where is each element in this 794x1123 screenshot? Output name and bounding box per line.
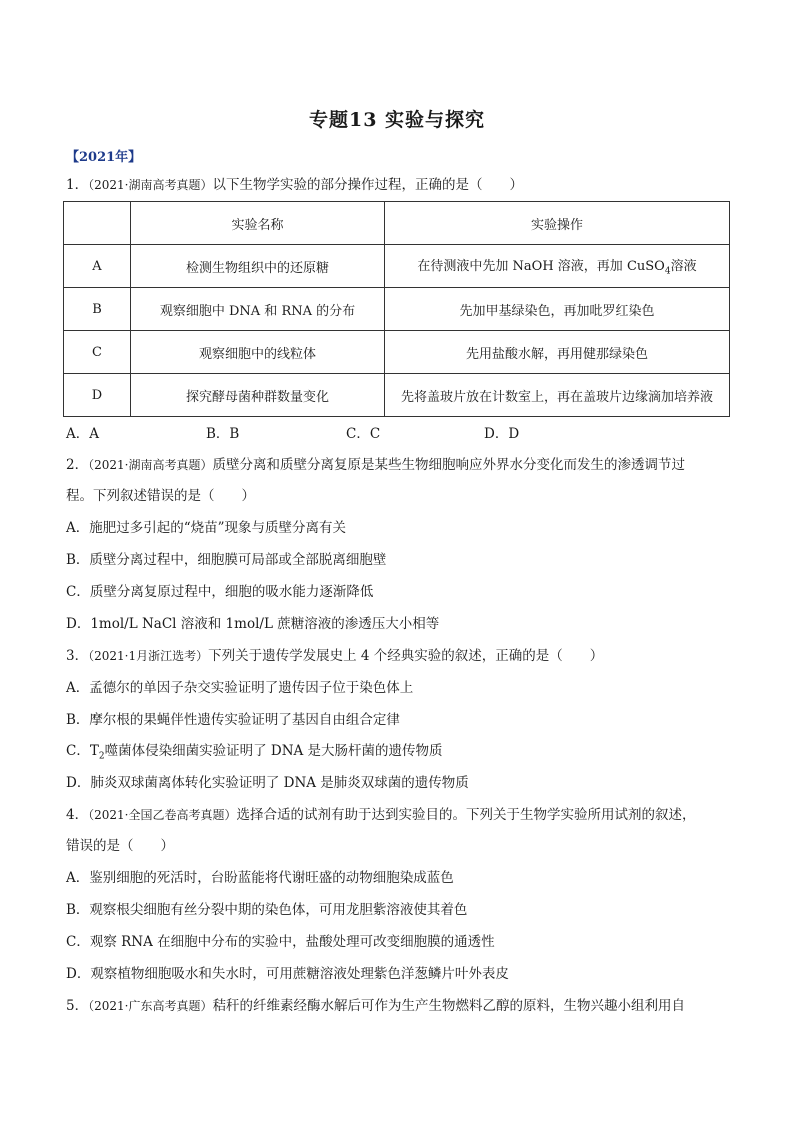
table-row (64, 288, 730, 331)
option-d[interactable]: D．观察植物细胞吸水和失水时，可用蔗糖溶液处理紫色洋葱鳞片叶外表皮 (66, 966, 509, 982)
question-number: 1． (66, 177, 89, 193)
question-text: 以下生物学实验的部分操作过程，正确的是（ ） (212, 177, 523, 193)
row-label: A (64, 245, 131, 288)
question-number: 5． (66, 998, 89, 1014)
question-1-options (66, 422, 519, 442)
question-source: （2021·湖南高考真题） (88, 178, 213, 192)
option-d[interactable]: D．肺炎双球菌离体转化实验证明了 DNA 是肺炎双球菌的遗传物质 (66, 775, 469, 791)
option-a[interactable]: A．孟德尔的单因子杂交实验证明了遗传因子位于染色体上 (66, 680, 414, 696)
experiment-operation: 先将盖玻片放在计数室上，再在盖玻片边缘滴加培养液 (385, 374, 730, 417)
subscript: 4 (664, 266, 671, 277)
option-d[interactable]: D．1mol/L NaCl 溶液和 1mol/L 蔗糖溶液的渗透压大小相等 (66, 616, 440, 632)
question-2-stem (66, 455, 730, 475)
question-source: （2021·1月浙江选考） (88, 649, 209, 663)
question-4-stem (66, 805, 730, 825)
experiment-name: 观察细胞中 DNA 和 RNA 的分布 (131, 288, 385, 331)
question-number: 3． (66, 648, 89, 664)
option-a[interactable]: A．A (66, 426, 99, 442)
row-label: B (64, 288, 131, 331)
question-text: 秸秆的纤维素经酶水解后可作为生产生物燃料乙醇的原料，生物兴趣小组利用自 (212, 998, 685, 1014)
option-c[interactable]: C．观察 RNA 在细胞中分布的实验中，盐酸处理可改变细胞膜的通透性 (66, 934, 495, 950)
row-label: C (64, 331, 131, 374)
option-b[interactable]: B．摩尔根的果蝇伴性遗传实验证明了基因自由组合定律 (66, 712, 400, 728)
option-c-text: C．T (66, 743, 99, 759)
question-number: 4． (66, 807, 89, 823)
question-2-stem-cont: 程。下列叙述错误的是（ ） (66, 488, 255, 504)
row-label: D (64, 374, 131, 417)
table-row (64, 374, 730, 417)
question-text: 下列关于遗传学发展史上 4 个经典实验的叙述，正确的是（ ） (208, 648, 604, 664)
page-title: 专题13 实验与探究 (308, 109, 486, 131)
table-header-cell (64, 202, 131, 245)
experiment-table (63, 201, 730, 417)
question-1-stem (66, 175, 730, 195)
operation-text-end: 溶液 (670, 259, 697, 275)
option-c[interactable] (66, 741, 730, 767)
question-source: （2021·全国乙卷高考真题） (88, 808, 237, 822)
question-5-stem (66, 996, 730, 1016)
question-number: 2． (66, 457, 89, 473)
table-row (64, 245, 730, 288)
question-4-stem-cont: 错误的是（ ） (66, 838, 174, 854)
option-c-text-end: 噬菌体侵染细菌实验证明了 DNA 是大肠杆菌的遗传物质 (104, 743, 443, 759)
question-text: 质壁分离和质壁分离复原是某些生物细胞响应外界水分变化而发生的渗透调节过 (212, 457, 685, 473)
option-d[interactable]: D．D (484, 426, 520, 442)
option-c[interactable]: C．质壁分离复原过程中，细胞的吸水能力逐渐降低 (66, 584, 374, 600)
operation-text: 在待测液中先加 NaOH 溶液，再加 CuSO (417, 259, 665, 275)
year-label: 【2021年】 (66, 150, 142, 165)
option-a[interactable]: A．鉴别细胞的死活时，台盼蓝能将代谢旺盛的动物细胞染成蓝色 (66, 870, 454, 886)
question-source: （2021·湖南高考真题） (88, 458, 213, 472)
table-header-cell: 实验操作 (385, 202, 730, 245)
experiment-name: 观察细胞中的线粒体 (131, 331, 385, 374)
experiment-operation: 先用盐酸水解，再用健那绿染色 (385, 331, 730, 374)
experiment-operation (385, 245, 730, 288)
table-header-row (64, 202, 730, 245)
experiment-name: 探究酵母菌种群数量变化 (131, 374, 385, 417)
table-row (64, 331, 730, 374)
table-header-cell: 实验名称 (131, 202, 385, 245)
question-text: 选择合适的试剂有助于达到实验目的。下列关于生物学实验所用试剂的叙述， (236, 807, 696, 823)
option-c[interactable]: C．C (346, 426, 381, 442)
question-source: （2021·广东高考真题） (88, 999, 213, 1013)
subscript: 2 (98, 751, 105, 762)
option-b[interactable]: B．观察根尖细胞有丝分裂中期的染色体，可用龙胆紫溶液使其着色 (66, 902, 468, 918)
option-b[interactable]: B．质壁分离过程中，细胞膜可局部或全部脱离细胞壁 (66, 552, 387, 568)
option-a[interactable]: A．施肥过多引起的“烧苗”现象与质壁分离有关 (66, 520, 347, 536)
experiment-operation: 先加甲基绿染色，再加吡罗红染色 (385, 288, 730, 331)
option-b[interactable]: B．B (206, 426, 240, 442)
question-3-stem (66, 646, 730, 666)
experiment-name: 检测生物组织中的还原糖 (131, 245, 385, 288)
